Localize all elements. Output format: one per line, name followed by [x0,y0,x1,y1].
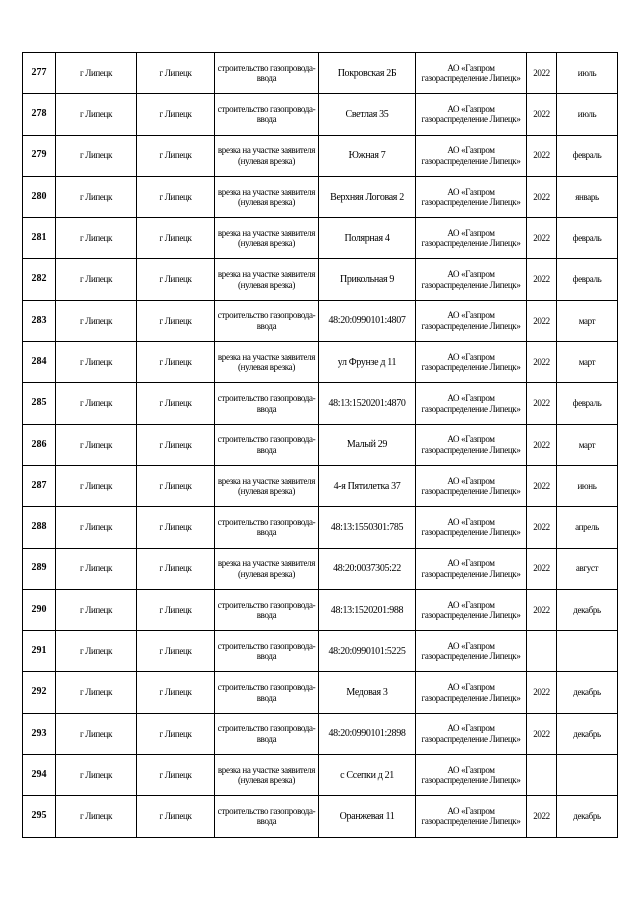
month-cell: декабрь [557,713,618,754]
table-row [23,755,618,796]
address-cell: Малый 29 [319,424,416,465]
district-cell: г Липецк [56,53,137,94]
district-cell: г Липецк [56,465,137,506]
locality-cell: г Липецк [137,300,215,341]
row-number-cell: 278 [23,94,56,135]
year-cell: 2022 [527,424,557,465]
locality-cell: г Липецк [137,465,215,506]
work-type-cell: строительство газопровода-ввода [215,507,319,548]
gas-connections-table [22,52,618,838]
district-cell: г Липецк [56,589,137,630]
year-cell [527,631,557,672]
locality-cell: г Липецк [137,383,215,424]
table-row [23,94,618,135]
month-cell [557,631,618,672]
month-cell: февраль [557,383,618,424]
month-cell: февраль [557,135,618,176]
month-cell [557,755,618,796]
address-cell: Покровская 2Б [319,53,416,94]
district-cell: г Липецк [56,755,137,796]
year-cell: 2022 [527,259,557,300]
row-number-cell: 291 [23,631,56,672]
organization-cell: АО «Газпром газораспределение Липецк» [416,672,527,713]
work-type-cell: строительство газопровода-ввода [215,383,319,424]
row-number-cell: 294 [23,755,56,796]
month-cell: август [557,548,618,589]
district-cell: г Липецк [56,424,137,465]
district-cell: г Липецк [56,383,137,424]
work-type-cell: врезка на участке заявителя (нулевая врезка) [215,176,319,217]
table-row [23,589,618,630]
table-row [23,631,618,672]
address-cell: Полярная 4 [319,218,416,259]
locality-cell: г Липецк [137,507,215,548]
locality-cell: г Липецк [137,796,215,837]
organization-cell: АО «Газпром газораспределение Липецк» [416,53,527,94]
locality-cell: г Липецк [137,176,215,217]
month-cell: февраль [557,259,618,300]
work-type-cell: врезка на участке заявителя (нулевая врезка) [215,548,319,589]
work-type-cell: строительство газопровода-ввода [215,589,319,630]
organization-cell: АО «Газпром газораспределение Липецк» [416,424,527,465]
organization-cell: АО «Газпром газораспределение Липецк» [416,713,527,754]
table-row [23,300,618,341]
table-row [23,465,618,506]
locality-cell: г Липецк [137,342,215,383]
year-cell: 2022 [527,176,557,217]
table-row [23,672,618,713]
row-number-cell: 277 [23,53,56,94]
table-row [23,713,618,754]
address-cell: с Ссепки д 21 [319,755,416,796]
row-number-cell: 286 [23,424,56,465]
locality-cell: г Липецк [137,548,215,589]
table-row [23,342,618,383]
locality-cell: г Липецк [137,713,215,754]
organization-cell: АО «Газпром газораспределение Липецк» [416,300,527,341]
address-cell: Оранжевая 11 [319,796,416,837]
address-cell: 48:20:0990101:2898 [319,713,416,754]
row-number-cell: 288 [23,507,56,548]
organization-cell: АО «Газпром газораспределение Липецк» [416,176,527,217]
address-cell: 48:20:0990101:5225 [319,631,416,672]
organization-cell: АО «Газпром газораспределение Липецк» [416,548,527,589]
locality-cell: г Липецк [137,424,215,465]
organization-cell: АО «Газпром газораспределение Липецк» [416,465,527,506]
year-cell: 2022 [527,218,557,259]
district-cell: г Липецк [56,218,137,259]
row-number-cell: 283 [23,300,56,341]
organization-cell: АО «Газпром газораспределение Липецк» [416,383,527,424]
locality-cell: г Липецк [137,589,215,630]
locality-cell: г Липецк [137,631,215,672]
work-type-cell: врезка на участке заявителя (нулевая врезка) [215,135,319,176]
district-cell: г Липецк [56,176,137,217]
month-cell: июль [557,53,618,94]
work-type-cell: врезка на участке заявителя (нулевая врезка) [215,342,319,383]
locality-cell: г Липецк [137,259,215,300]
year-cell [527,755,557,796]
work-type-cell: строительство газопровода-ввода [215,631,319,672]
work-type-cell: врезка на участке заявителя (нулевая врезка) [215,218,319,259]
locality-cell: г Липецк [137,135,215,176]
table-row [23,259,618,300]
work-type-cell: строительство газопровода-ввода [215,796,319,837]
address-cell: 4-я Пятилетка 37 [319,465,416,506]
month-cell: март [557,424,618,465]
district-cell: г Липецк [56,135,137,176]
year-cell: 2022 [527,507,557,548]
district-cell: г Липецк [56,300,137,341]
address-cell: Южная 7 [319,135,416,176]
year-cell: 2022 [527,465,557,506]
year-cell: 2022 [527,796,557,837]
table-row [23,176,618,217]
work-type-cell: строительство газопровода-ввода [215,94,319,135]
work-type-cell: врезка на участке заявителя (нулевая врезка) [215,465,319,506]
year-cell: 2022 [527,383,557,424]
month-cell: январь [557,176,618,217]
address-cell: Медовая 3 [319,672,416,713]
locality-cell: г Липецк [137,53,215,94]
district-cell: г Липецк [56,796,137,837]
row-number-cell: 290 [23,589,56,630]
table-body [23,53,618,838]
row-number-cell: 293 [23,713,56,754]
district-cell: г Липецк [56,548,137,589]
year-cell: 2022 [527,548,557,589]
year-cell: 2022 [527,300,557,341]
work-type-cell: врезка на участке заявителя (нулевая врезка) [215,259,319,300]
work-type-cell: строительство газопровода-ввода [215,713,319,754]
locality-cell: г Липецк [137,672,215,713]
locality-cell: г Липецк [137,94,215,135]
month-cell: декабрь [557,796,618,837]
organization-cell: АО «Газпром газораспределение Липецк» [416,94,527,135]
organization-cell: АО «Газпром газораспределение Липецк» [416,507,527,548]
address-cell: Светлая 35 [319,94,416,135]
district-cell: г Липецк [56,342,137,383]
address-cell: 48:13:1520201:4870 [319,383,416,424]
locality-cell: г Липецк [137,755,215,796]
year-cell: 2022 [527,589,557,630]
table-row [23,53,618,94]
table-row [23,218,618,259]
row-number-cell: 281 [23,218,56,259]
address-cell: ул Фрунзе д 11 [319,342,416,383]
row-number-cell: 284 [23,342,56,383]
address-cell: Прикольная 9 [319,259,416,300]
month-cell: декабрь [557,672,618,713]
month-cell: март [557,300,618,341]
work-type-cell: строительство газопровода-ввода [215,424,319,465]
district-cell: г Липецк [56,713,137,754]
month-cell: июнь [557,465,618,506]
address-cell: 48:13:1550301:785 [319,507,416,548]
organization-cell: АО «Газпром газораспределение Липецк» [416,755,527,796]
row-number-cell: 292 [23,672,56,713]
district-cell: г Липецк [56,94,137,135]
year-cell: 2022 [527,94,557,135]
month-cell: февраль [557,218,618,259]
row-number-cell: 295 [23,796,56,837]
table-row [23,383,618,424]
address-cell: 48:13:1520201:988 [319,589,416,630]
row-number-cell: 289 [23,548,56,589]
row-number-cell: 282 [23,259,56,300]
document-page [22,52,617,838]
organization-cell: АО «Газпром газораспределение Липецк» [416,796,527,837]
table-row [23,507,618,548]
organization-cell: АО «Газпром газораспределение Липецк» [416,259,527,300]
address-cell: 48:20:0037305:22 [319,548,416,589]
row-number-cell: 285 [23,383,56,424]
month-cell: апрель [557,507,618,548]
year-cell: 2022 [527,53,557,94]
locality-cell: г Липецк [137,218,215,259]
table-row [23,135,618,176]
organization-cell: АО «Газпром газораспределение Липецк» [416,135,527,176]
work-type-cell: строительство газопровода-ввода [215,300,319,341]
work-type-cell: строительство газопровода-ввода [215,53,319,94]
district-cell: г Липецк [56,672,137,713]
table-row [23,424,618,465]
work-type-cell: строительство газопровода-ввода [215,672,319,713]
work-type-cell: врезка на участке заявителя (нулевая врезка) [215,755,319,796]
address-cell: 48:20:0990101:4807 [319,300,416,341]
month-cell: март [557,342,618,383]
row-number-cell: 280 [23,176,56,217]
organization-cell: АО «Газпром газораспределение Липецк» [416,589,527,630]
organization-cell: АО «Газпром газораспределение Липецк» [416,342,527,383]
month-cell: декабрь [557,589,618,630]
month-cell: июль [557,94,618,135]
organization-cell: АО «Газпром газораспределение Липецк» [416,218,527,259]
row-number-cell: 287 [23,465,56,506]
table-row [23,796,618,837]
organization-cell: АО «Газпром газораспределение Липецк» [416,631,527,672]
year-cell: 2022 [527,713,557,754]
year-cell: 2022 [527,135,557,176]
year-cell: 2022 [527,342,557,383]
address-cell: Верхняя Логовая 2 [319,176,416,217]
table-row [23,548,618,589]
district-cell: г Липецк [56,631,137,672]
district-cell: г Липецк [56,507,137,548]
row-number-cell: 279 [23,135,56,176]
year-cell: 2022 [527,672,557,713]
district-cell: г Липецк [56,259,137,300]
